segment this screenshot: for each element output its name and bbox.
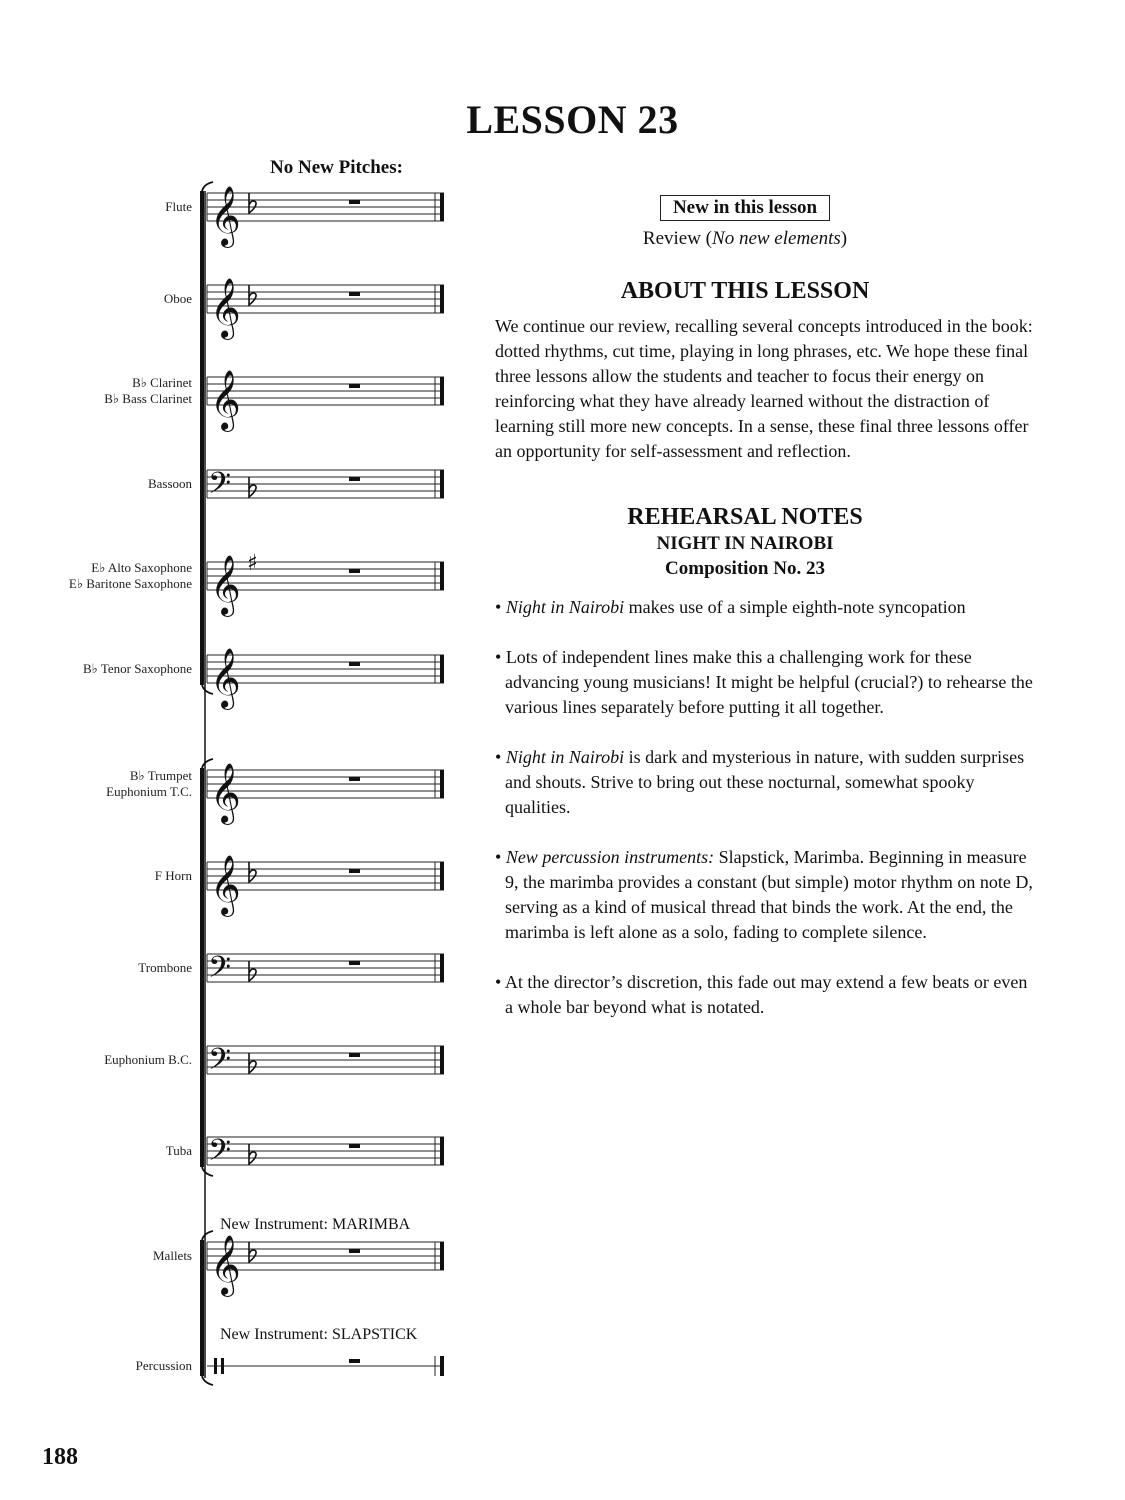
percussion-clef-icon	[214, 1358, 217, 1374]
whole-rest-icon	[349, 569, 360, 573]
final-barline-thick	[440, 193, 444, 221]
instrument-label: F Horn	[154, 868, 192, 883]
bullet: •	[495, 847, 502, 867]
page-number: 188	[42, 1444, 78, 1470]
instrument-label: Euphonium B.C.	[104, 1052, 192, 1067]
percussion-clef-icon	[221, 1358, 224, 1374]
whole-rest-icon	[349, 1359, 360, 1363]
instrument-label: B♭ Clarinet	[132, 375, 192, 390]
score-excerpt	[0, 180, 470, 1395]
note-text: is dark and mysterious in nature, with sudden surprises and shouts. Strive to bring out these nocturnal, somewhat spooky qualities.	[505, 747, 1025, 817]
flat-icon	[249, 1242, 256, 1262]
treble-clef-icon: 𝄞	[210, 855, 241, 915]
sharp-icon: ♯	[247, 551, 258, 576]
flat-icon	[249, 961, 256, 981]
instrument-label: Oboe	[163, 291, 192, 306]
final-barline-thick	[440, 862, 444, 890]
whole-rest-icon	[349, 1053, 360, 1057]
whole-rest-icon	[349, 662, 360, 666]
instrument-label: Trombone	[138, 960, 192, 975]
final-barline-thick	[440, 285, 444, 313]
treble-clef-icon: 𝄞	[210, 186, 241, 246]
rehearsal-note	[495, 970, 1035, 1020]
review-line	[495, 228, 995, 250]
about-heading: ABOUT THIS LESSON	[620, 278, 870, 304]
whole-rest-icon	[349, 1249, 360, 1253]
staff-bracket	[200, 1240, 204, 1376]
flat-icon	[249, 285, 256, 305]
flat-icon	[249, 1144, 256, 1164]
treble-clef-icon: 𝄞	[210, 1235, 241, 1295]
rehearsal-note	[495, 645, 1035, 720]
final-barline-thick	[440, 1356, 444, 1376]
review-italic: No new elements	[712, 228, 841, 249]
instrument-label: Percussion	[135, 1358, 192, 1373]
flat-icon	[249, 477, 256, 497]
treble-clef-icon: 𝄞	[210, 370, 241, 430]
new-in-lesson-box: New in this lesson	[660, 195, 830, 221]
final-barline-thick	[440, 1242, 444, 1270]
bass-clef-icon: 𝄢	[208, 467, 232, 508]
review-word: Review (	[642, 228, 713, 249]
instrument-label: B♭ Tenor Saxophone	[83, 661, 192, 676]
note-italic: New percussion instruments:	[505, 847, 715, 867]
instrument-label: E♭ Alto Saxophone	[91, 560, 192, 575]
final-barline-thick	[440, 655, 444, 683]
flat-icon	[249, 862, 256, 882]
whole-rest-icon	[349, 777, 360, 781]
instrument-label: Bassoon	[147, 476, 192, 491]
bass-clef-icon: 𝄢	[208, 951, 232, 992]
bass-clef-icon: 𝄢	[208, 1043, 232, 1084]
final-barline-thick	[440, 562, 444, 590]
final-barline-thick	[440, 377, 444, 405]
note-text: At the director’s discretion, this fade out may extend a few beats or even a whole bar beyond what is notated.	[504, 972, 1028, 1017]
rehearsal-note	[495, 595, 1035, 620]
lesson-notes-column	[495, 195, 1035, 1045]
final-barline-thick	[440, 470, 444, 498]
note-italic: Night in Nairobi	[505, 597, 625, 617]
whole-rest-icon	[349, 200, 360, 204]
instrument-label: Flute	[165, 199, 192, 214]
final-barline-thick	[440, 1046, 444, 1074]
instrument-label: Euphonium T.C.	[106, 784, 192, 799]
rehearsal-heading: REHEARSAL NOTES	[627, 504, 863, 530]
bass-clef-icon: 𝄢	[208, 1134, 232, 1175]
note-text: makes use of a simple eighth-note syncopation	[624, 597, 966, 617]
instrument-label: Mallets	[153, 1248, 192, 1263]
treble-clef-icon: 𝄞	[210, 648, 241, 708]
new-instrument-note: New Instrument: MARIMBA	[220, 1216, 411, 1233]
review-close: )	[840, 228, 848, 249]
note-text: Lots of independent lines make this a challenging work for these advancing young musicians! It might be helpful (crucial?) to rehearse the various lines separately before putting it all together.	[505, 647, 1033, 717]
staff-bracket	[200, 191, 204, 685]
whole-rest-icon	[349, 477, 360, 481]
treble-clef-icon: 𝄞	[210, 278, 241, 338]
treble-clef-icon: 𝄞	[210, 555, 241, 615]
whole-rest-icon	[349, 384, 360, 388]
instrument-label: E♭ Baritone Saxophone	[68, 576, 192, 591]
final-barline-thick	[440, 1137, 444, 1165]
rehearsal-note	[495, 845, 1035, 945]
page-title: LESSON 23	[466, 97, 679, 142]
rehearsal-notes-list	[495, 595, 1035, 1020]
flat-icon	[249, 193, 256, 213]
final-barline-thick	[440, 954, 444, 982]
whole-rest-icon	[349, 292, 360, 296]
staff-bracket	[200, 768, 204, 1167]
piece-title: NIGHT IN NAIROBI	[656, 533, 834, 554]
bullet: •	[495, 597, 502, 617]
bullet: •	[495, 747, 502, 767]
about-paragraph: We continue our review, recalling several concepts introduced in the book: dotted rhythms, cut time, playing in long phrases, etc. We hope these final three lessons allow the students and teacher to focus their energy on reinforcing what they have already learned without the distraction of learning still more new concepts. In a sense, these final three lessons offer an opportunity for self-assessment and reflection.	[495, 316, 1033, 461]
note-text: Slapstick, Marimba. Beginning in measure 9, the marimba provides a constant (but simple) motor rhythm on note D, serving as a kind of musical thread that binds the work. At the end, the marimba is left alone as a solo, fading to complete silence.	[505, 847, 1033, 942]
instrument-label: Tuba	[165, 1143, 192, 1158]
bullet: •	[495, 972, 502, 992]
treble-clef-icon: 𝄞	[210, 763, 241, 823]
whole-rest-icon	[349, 1144, 360, 1148]
bullet: •	[495, 647, 502, 667]
whole-rest-icon	[349, 961, 360, 965]
composition-number: Composition No. 23	[665, 558, 825, 579]
staff-bracket-bottom-hook	[202, 1376, 213, 1385]
note-italic: Night in Nairobi	[505, 747, 625, 767]
rehearsal-note	[495, 745, 1035, 820]
whole-rest-icon	[349, 869, 360, 873]
instrument-label: B♭ Trumpet	[129, 768, 192, 783]
new-instrument-note: New Instrument: SLAPSTICK	[220, 1326, 418, 1343]
final-barline-thick	[440, 770, 444, 798]
score-heading: No New Pitches:	[270, 157, 403, 178]
instrument-label: B♭ Bass Clarinet	[104, 391, 192, 406]
flat-icon	[249, 1053, 256, 1073]
